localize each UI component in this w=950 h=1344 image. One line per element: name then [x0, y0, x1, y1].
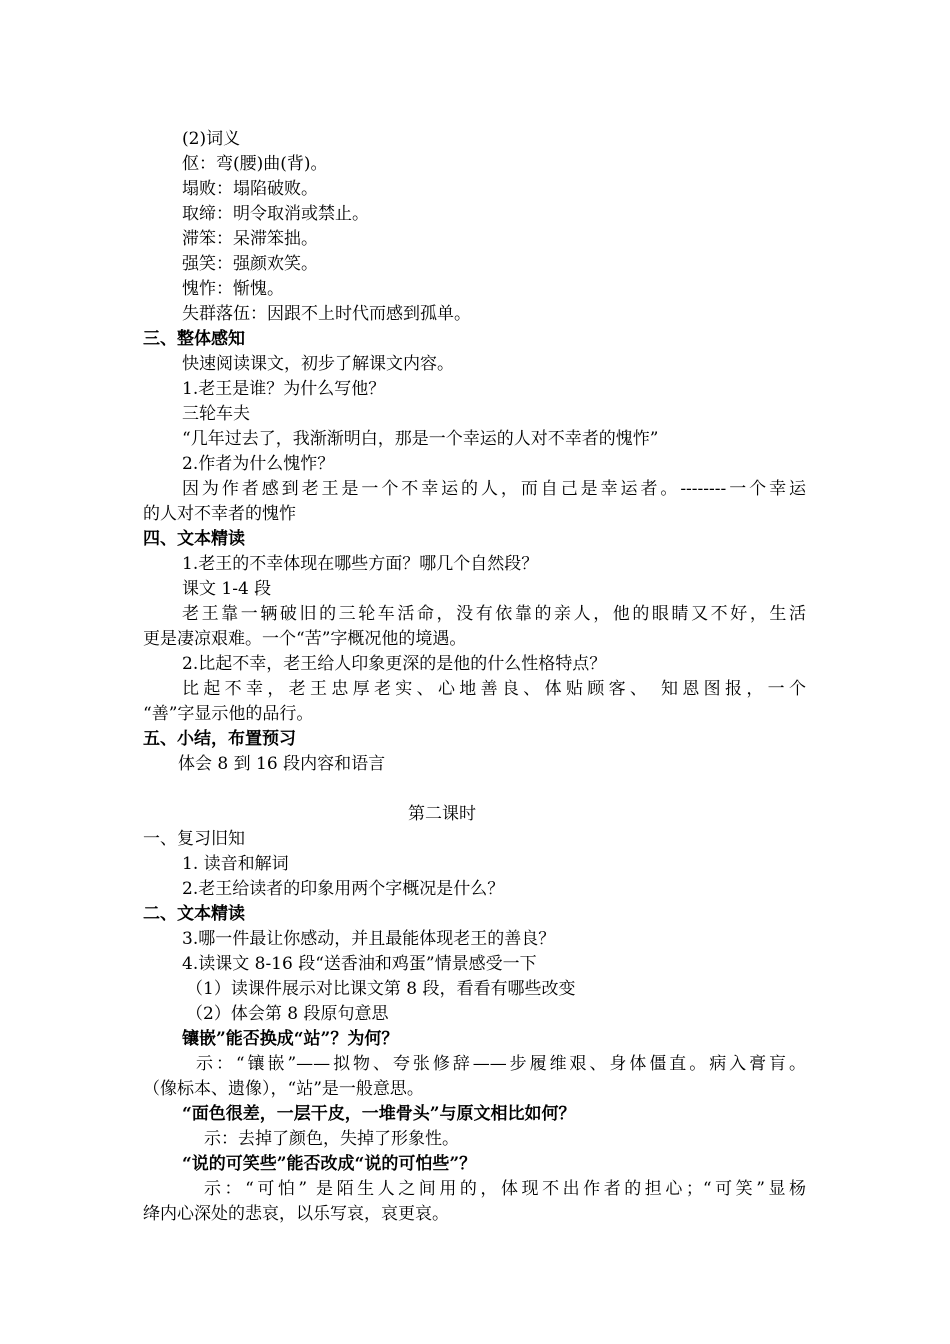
paragraph: 老王靠一辆破旧的三轮车活命，没有依靠的亲人，他的眼睛又不好，生活	[182, 604, 806, 624]
hint-continued: 绛内心深处的悲哀，以乐写哀，哀更哀。	[143, 1204, 449, 1224]
vocab-item: 塌败：塌陷破败。	[182, 179, 318, 199]
vocab-item: 强笑：强颜欢笑。	[182, 254, 318, 274]
answer: 三轮车夫	[182, 404, 250, 424]
discussion-question: “面色很差，一层干皮，一堆骨头”与原文相比如何？	[182, 1104, 576, 1124]
quote: “几年过去了，我渐渐明白，那是一个幸运的人对不幸者的愧怍”	[182, 429, 659, 449]
question: 2.比起不幸，老王给人印象更深的是他的什么性格特点？	[182, 654, 607, 674]
answer-continued: 的人对不幸者的愧怍	[143, 504, 296, 524]
answer: 因为作者感到老王是一个不幸运的人，而自己是幸运者。--------一个幸运	[182, 479, 806, 499]
section-heading: 四、文本精读	[143, 529, 245, 549]
vocab-item: 失群落伍：因跟不上时代而感到孤单。	[182, 304, 471, 324]
sub-question: （1）读课件展示对比课文第 8 段，看看有哪些改变	[186, 979, 576, 999]
section-heading: 五、小结，布置预习	[143, 729, 296, 749]
paragraph: 比起不幸，老王忠厚老实、心地善良、体贴顾客、 知恩图报，一个	[182, 679, 806, 699]
section-heading: 一、复习旧知	[143, 829, 245, 849]
paragraph: 快速阅读课文，初步了解课文内容。	[182, 354, 454, 374]
vocab-item: 愧怍：惭愧。	[182, 279, 284, 299]
vocab-heading: (2)词义	[182, 129, 241, 149]
hint: 示：去掉了颜色，失掉了形象性。	[204, 1129, 459, 1149]
lesson-title: 第二课时	[408, 804, 476, 824]
question: 2.老王给读者的印象用两个字概况是什么？	[182, 879, 505, 899]
question: 1. 读音和解词	[182, 854, 289, 874]
question: 1.老王的不幸体现在哪些方面？哪几个自然段？	[182, 554, 539, 574]
question: 1.老王是谁？为什么写他？	[182, 379, 386, 399]
sub-question: （2）体会第 8 段原句意思	[186, 1004, 389, 1024]
hint: 示：“可怕” 是陌生人之间用的，体现不出作者的担心；“可笑”显杨	[204, 1179, 806, 1199]
vocab-item: 取缔：明令取消或禁止。	[182, 204, 369, 224]
vocab-item: 滞笨：呆滞笨拙。	[182, 229, 318, 249]
discussion-question: “说的可笑些”能否改成“说的可怕些”？	[182, 1154, 477, 1174]
discussion-question: 镶嵌”能否换成“站”？为何？	[182, 1029, 399, 1049]
section-heading: 三、整体感知	[143, 329, 245, 349]
answer: 课文 1-4 段	[182, 579, 272, 599]
paragraph-continued: “善”字显示他的品行。	[143, 704, 314, 724]
paragraph: 体会 8 到 16 段内容和语言	[178, 754, 386, 774]
question: 4.读课文 8-16 段“送香油和鸡蛋”情景感受一下	[182, 954, 537, 974]
section-heading: 二、文本精读	[143, 904, 245, 924]
question: 3.哪一件最让你感动，并且最能体现老王的善良？	[182, 929, 556, 949]
paragraph-continued: 更是凄凉艰难。一个“苦”字概况他的境遇。	[143, 629, 467, 649]
vocab-item: 伛：弯(腰)曲(背)。	[182, 154, 328, 174]
hint: 示：“镶嵌”——拟物、夸张修辞——步履维艰、身体僵直。病入膏肓。	[196, 1054, 806, 1074]
question: 2.作者为什么愧怍？	[182, 454, 335, 474]
hint-continued: （像标本、遗像），“站”是一般意思。	[143, 1079, 424, 1099]
